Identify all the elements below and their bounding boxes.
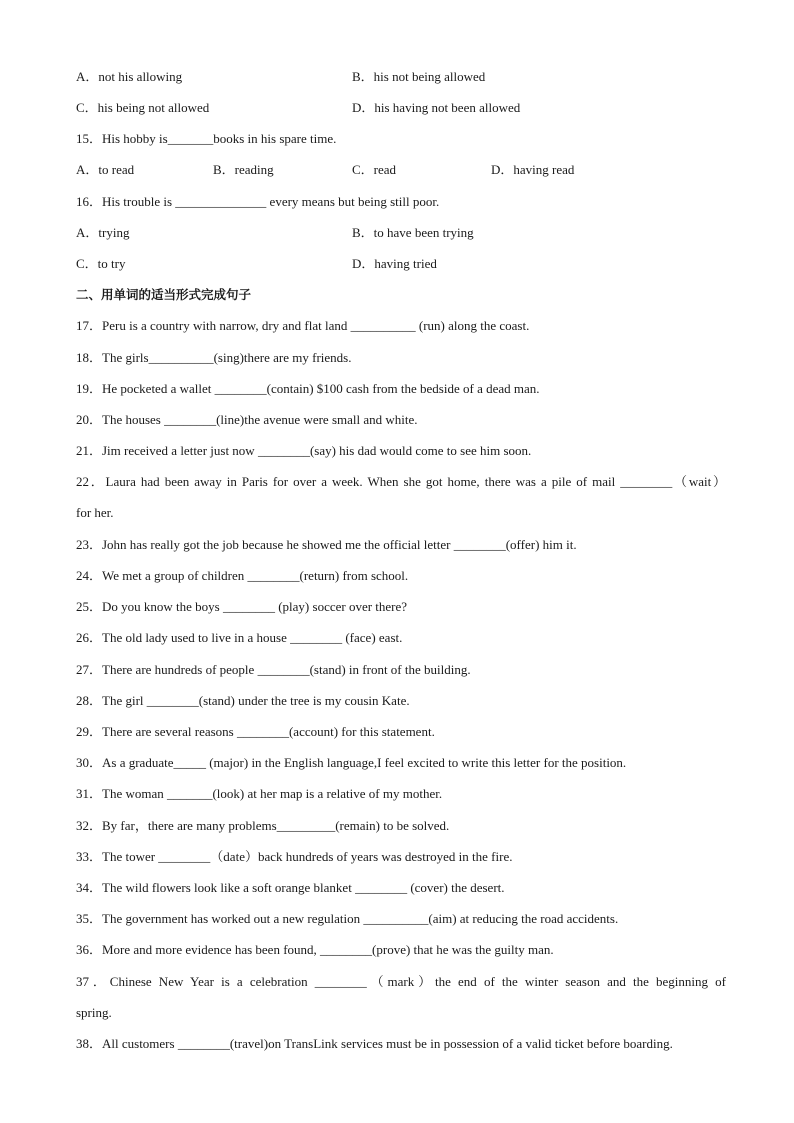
question-31: 31．The woman _______(look) at her map is a relative of my mother. bbox=[76, 786, 443, 801]
question-22: 22．Laura had been away in Paris for over a week. When she got home, there was a pile of mail ________（wait） bbox=[76, 474, 726, 489]
option-b: B．to have been trying bbox=[352, 225, 474, 240]
question-35: 35．The government has worked out a new regulation __________(aim) at reducing the road accidents. bbox=[76, 911, 619, 926]
option-c: C．read bbox=[352, 162, 397, 177]
question-30: 30．As a graduate_____ (major) in the English language,I feel excited to write this letter for the position. bbox=[76, 755, 627, 770]
option-d: D．his having not been allowed bbox=[352, 100, 521, 115]
section-heading: 二、用单词的适当形式完成句子 bbox=[76, 287, 252, 302]
question-19: 19．He pocketed a wallet ________(contain) $100 cash from the bedside of a dead man. bbox=[76, 381, 540, 396]
question-34: 34．The wild flowers look like a soft orange blanket ________ (cover) the desert. bbox=[76, 880, 505, 895]
question-37: 37．Chinese New Year is a celebration ________（mark）the end of the winter season and the beginning of bbox=[76, 974, 726, 989]
question-24: 24．We met a group of children ________(return) from school. bbox=[76, 568, 409, 583]
question-18: 18．The girls__________(sing)there are my friends. bbox=[76, 350, 352, 365]
question-21: 21．Jim received a letter just now ________(say) his dad would come to see him soon. bbox=[76, 443, 532, 458]
question-28: 28．The girl ________(stand) under the tree is my cousin Kate. bbox=[76, 693, 410, 708]
question-15: 15．His hobby is_______books in his spare time. bbox=[76, 131, 337, 146]
option-d: D．having read bbox=[491, 162, 575, 177]
question-33: 33．The tower ________（date）back hundreds of years was destroyed in the fire. bbox=[76, 849, 513, 864]
question-38: 38．All customers ________(travel)on TransLink services must be in possession of a valid ticket before boarding. bbox=[76, 1036, 673, 1051]
question-16: 16．His trouble is ______________ every means but being still poor. bbox=[76, 194, 440, 209]
question-27: 27．There are hundreds of people ________(stand) in front of the building. bbox=[76, 662, 471, 677]
option-c: C．to try bbox=[76, 256, 126, 271]
option-d: D．having tried bbox=[352, 256, 437, 271]
question-26: 26．The old lady used to live in a house ________ (face) east. bbox=[76, 630, 403, 645]
question-25: 25．Do you know the boys ________ (play) soccer over there? bbox=[76, 599, 408, 614]
option-a: A．to read bbox=[76, 162, 135, 177]
question-29: 29．There are several reasons ________(account) for this statement. bbox=[76, 724, 435, 739]
option-a: A．trying bbox=[76, 225, 130, 240]
question-23: 23．John has really got the job because he showed me the official letter ________(offer) him it. bbox=[76, 537, 577, 552]
question-36: 36．More and more evidence has been found, ________(prove) that he was the guilty man. bbox=[76, 942, 554, 957]
question-37-continued: spring. bbox=[76, 1005, 112, 1020]
option-c: C．his being not allowed bbox=[76, 100, 210, 115]
option-b: B．reading bbox=[213, 162, 274, 177]
question-20: 20．The houses ________(line)the avenue were small and white. bbox=[76, 412, 418, 427]
question-17: 17．Peru is a country with narrow, dry and flat land __________ (run) along the coast. bbox=[76, 318, 530, 333]
option-b: B．his not being allowed bbox=[352, 69, 486, 84]
option-a: A．not his allowing bbox=[76, 69, 183, 84]
question-22-continued: for her. bbox=[76, 505, 114, 520]
question-32: 32．By far，there are many problems_________(remain) to be solved. bbox=[76, 818, 450, 833]
